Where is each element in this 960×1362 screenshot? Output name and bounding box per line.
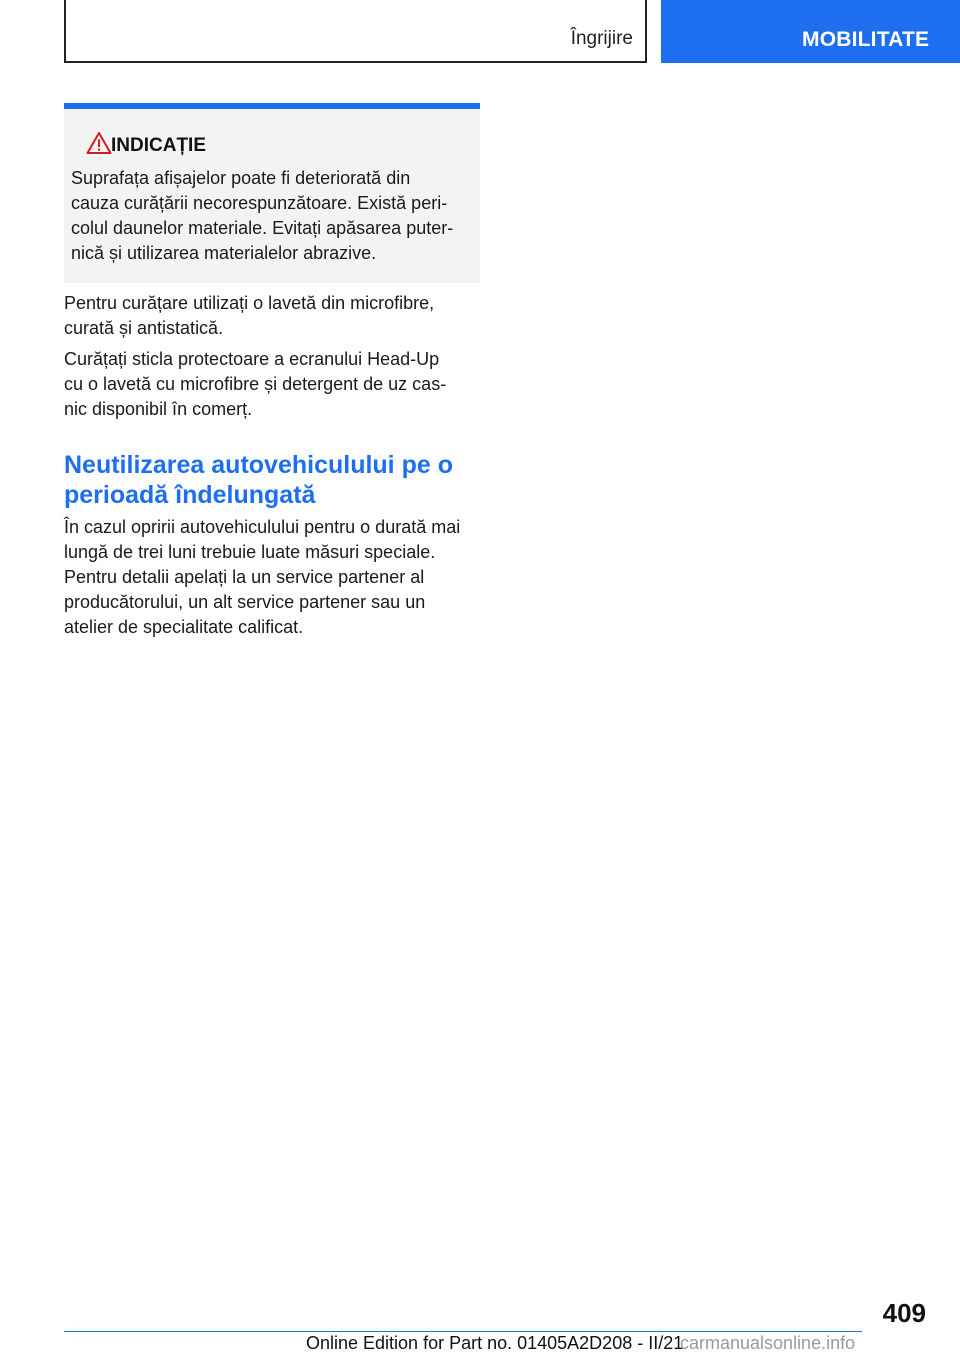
paragraph-line: curată și antistatică. [64, 318, 224, 338]
warning-triangle-icon [86, 131, 112, 155]
heading-line: perioadă îndelungată [64, 481, 316, 509]
footer-edition-text: Online Edition for Part no. 01405A2D208 - II/21 [306, 1333, 684, 1353]
section-body-line: lungă de trei luni trebuie luate măsuri speciale. [64, 542, 436, 562]
chapter-title: Îngrijire [570, 28, 633, 49]
paragraph-head-up-display [64, 347, 484, 422]
paragraph-line: nic disponibil în comerț. [64, 399, 253, 419]
warning-text [71, 166, 475, 266]
paragraph-cleaning-cloth [64, 291, 484, 341]
warning-line: colul daunelor materiale. Evitați apăsarea puter- [71, 218, 454, 238]
warning-line: Suprafața afișajelor poate fi deteriorată din [71, 168, 411, 188]
heading-line: Neutilizarea autovehiculului pe o [64, 451, 453, 479]
paragraph-line: Curățați sticla protectoare a ecranului Head-Up [64, 349, 440, 369]
paragraph-line: cu o lavetă cu microfibre și detergent de uz cas- [64, 374, 447, 394]
warning-box [64, 103, 480, 283]
chapter-header-box [64, 0, 647, 63]
section-title: MOBILITATE [802, 28, 930, 51]
warning-line: nică și utilizarea materialelor abrazive. [71, 243, 377, 263]
section-body-line: În cazul opririi autovehiculului pentru o durată mai [64, 517, 461, 537]
page-number: 409 [882, 1298, 926, 1328]
warning-line: cauza curățării necorespunzătoare. Există peri- [71, 193, 448, 213]
section-body-line: atelier de specialitate calificat. [64, 617, 304, 637]
section-body-line: Pentru detalii apelați la un service partener al [64, 567, 425, 587]
footer-watermark: carmanualsonline.info [680, 1333, 856, 1353]
warning-title: INDICAȚIE [111, 135, 206, 156]
section-body-line: producătorului, un alt service partener sau un [64, 592, 426, 612]
section-body [64, 515, 484, 640]
footer-divider [64, 1331, 862, 1332]
section-heading [64, 450, 484, 510]
paragraph-line: Pentru curățare utilizați o lavetă din microfibre, [64, 293, 435, 313]
